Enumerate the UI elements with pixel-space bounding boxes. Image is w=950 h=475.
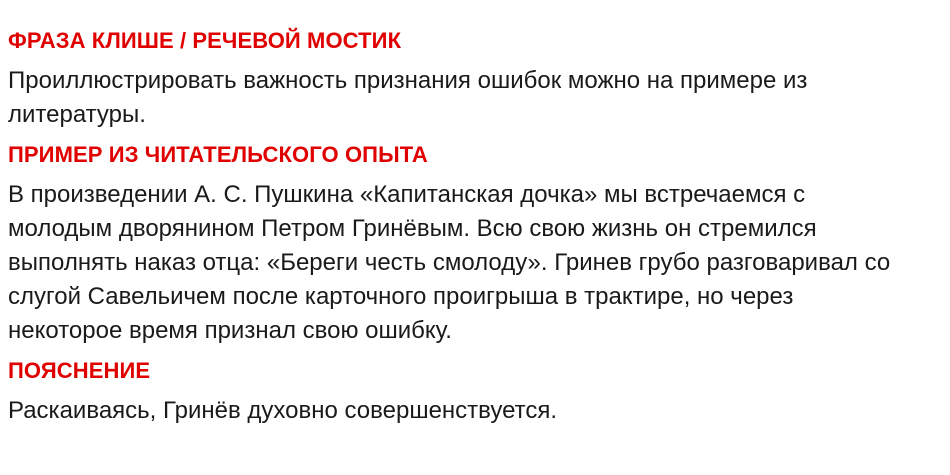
heading-cliche-phrase: ФРАЗА КЛИШЕ / РЕЧЕВОЙ МОСТИК	[8, 28, 402, 53]
paragraph-reading-example: В произведении А. С. Пушкина «Капитанская дочка» мы встречаемся с молодым дворянином Петром Гринёвым. Всю свою жизнь он стремился выполнять наказ отца: «Береги честь смолоду». Гринев грубо разговаривал со слугой Савельичем после карточного проигрыша в трактире, но через некоторое время признал свою ошибку.	[8, 181, 891, 344]
paragraph-cliche-phrase: Проиллюстрировать важность признания ошибок можно на примере из литературы.	[8, 67, 808, 128]
heading-reading-example: ПРИМЕР ИЗ ЧИТАТЕЛЬСКОГО ОПЫТА	[8, 142, 428, 167]
paragraph-explanation: Раскаиваясь, Гринёв духовно совершенствуется.	[8, 397, 558, 424]
heading-explanation: ПОЯСНЕНИЕ	[8, 358, 151, 383]
